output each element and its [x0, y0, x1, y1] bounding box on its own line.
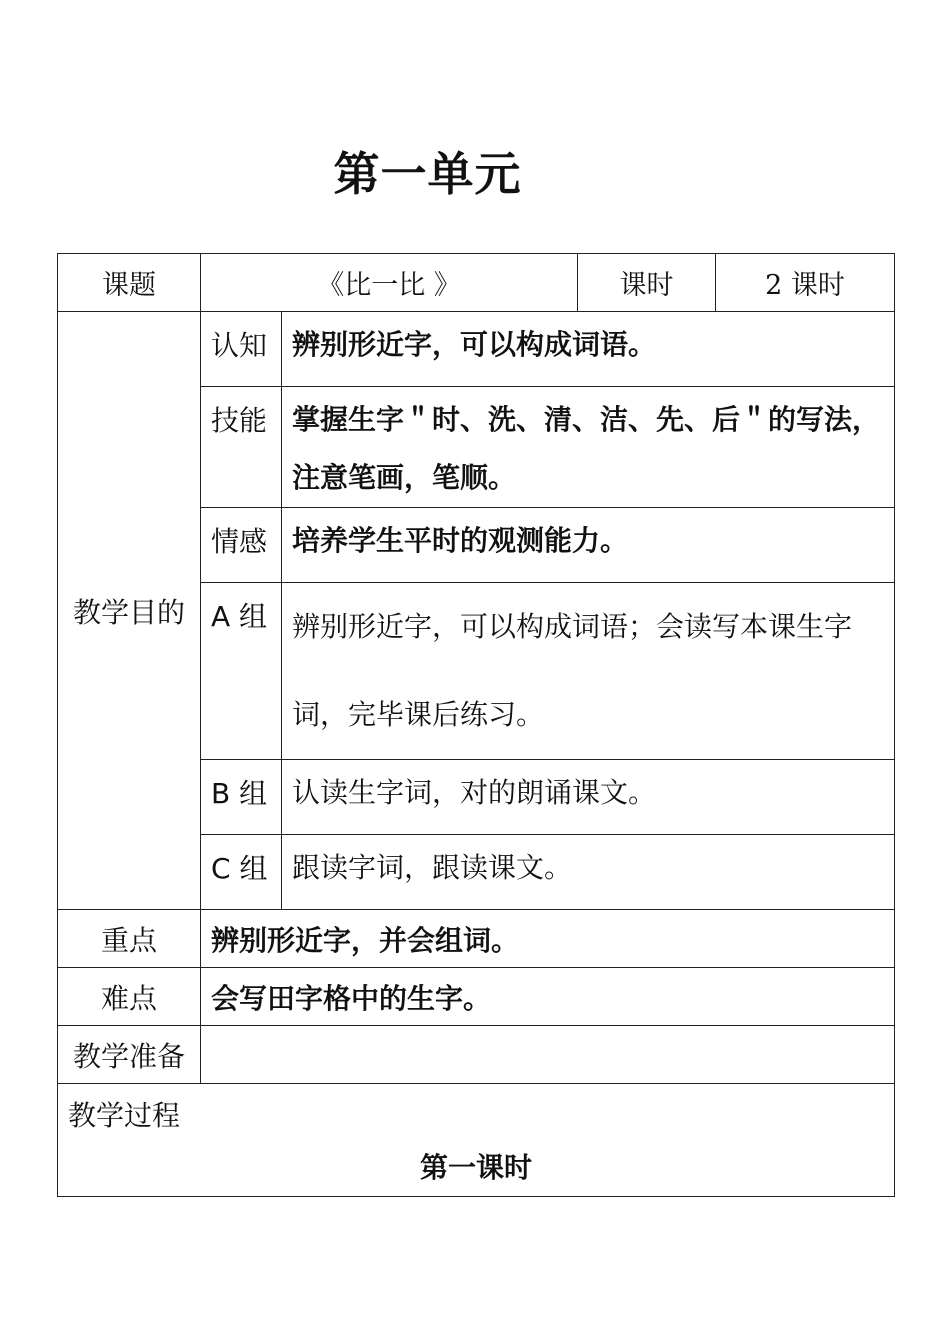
objectives-label: 教学目的	[58, 312, 201, 910]
topic-label: 课题	[58, 254, 201, 312]
objective-row-cognition	[58, 312, 895, 387]
preparation-text	[201, 1026, 895, 1084]
page-title: 第一单元	[333, 147, 522, 201]
process-subtitle: 第一课时	[419, 1151, 532, 1184]
objective-label-skill: 技能	[201, 387, 282, 508]
objective-label-group-c: C 组	[201, 835, 282, 910]
objective-label-cognition: 认知	[201, 312, 282, 387]
objective-text-group-a: 辨别形近字，可以构成词语；会读写本课生字词，完毕课后练习。	[282, 583, 895, 760]
difficulty-label: 难点	[58, 968, 201, 1026]
difficulty-row	[58, 968, 895, 1026]
key-point-label: 重点	[58, 910, 201, 968]
header-row	[58, 254, 895, 312]
hours-value: 2 课时	[716, 254, 895, 312]
objective-text-group-c: 跟读字词，跟读课文。	[282, 835, 895, 910]
objective-label-emotion: 情感	[201, 508, 282, 583]
hours-label: 课时	[578, 254, 716, 312]
lesson-plan-table	[57, 253, 895, 1197]
difficulty-text: 会写田字格中的生字。	[201, 968, 895, 1026]
topic-value: 《比一比 》	[201, 254, 578, 312]
preparation-row	[58, 1026, 895, 1084]
process-row	[58, 1084, 895, 1197]
preparation-label: 教学准备	[58, 1026, 201, 1084]
objective-text-skill: 掌握生字＂时、洗、清、洁、先、后＂的写法，注意笔画，笔顺。	[282, 387, 895, 508]
key-point-row	[58, 910, 895, 968]
process-cell	[58, 1084, 895, 1197]
process-label: 教学过程	[68, 1099, 181, 1132]
key-point-text: 辨别形近字，并会组词。	[201, 910, 895, 968]
objective-text-group-b: 认读生字词，对的朗诵课文。	[282, 760, 895, 835]
objective-label-group-b: B 组	[201, 760, 282, 835]
objective-text-cognition: 辨别形近字，可以构成词语。	[282, 312, 895, 387]
objective-text-emotion: 培养学生平时的观测能力。	[282, 508, 895, 583]
objective-label-group-a: A 组	[201, 583, 282, 760]
